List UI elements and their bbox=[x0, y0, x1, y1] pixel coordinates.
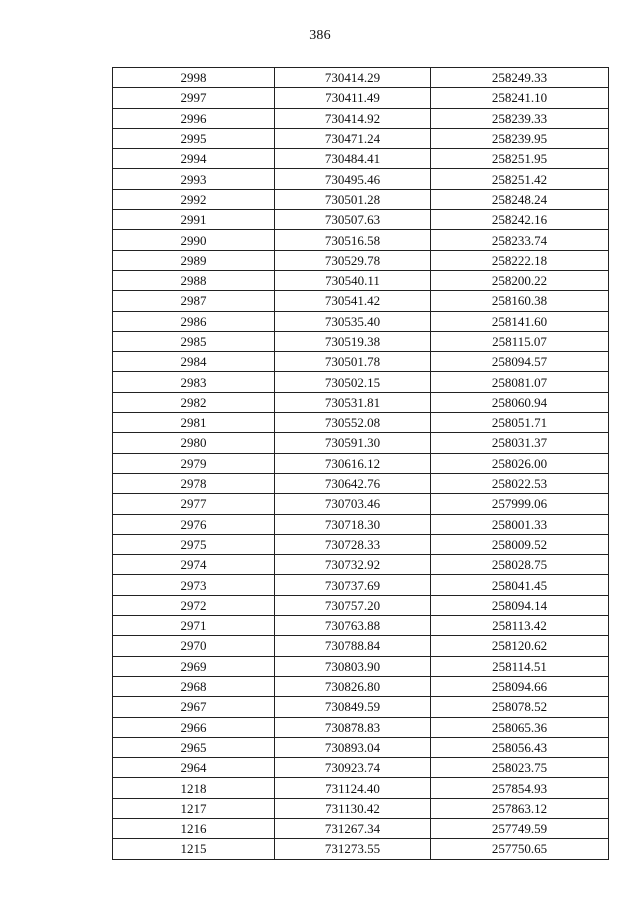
point-number-cell: 2969 bbox=[113, 656, 275, 676]
point-number-cell: 2976 bbox=[113, 514, 275, 534]
point-number-cell: 2988 bbox=[113, 270, 275, 290]
x-coordinate-cell: 730642.76 bbox=[275, 473, 431, 493]
y-coordinate-cell: 258200.22 bbox=[431, 270, 609, 290]
table-row bbox=[113, 798, 609, 818]
x-coordinate-cell: 730763.88 bbox=[275, 616, 431, 636]
table-row bbox=[113, 291, 609, 311]
table-row bbox=[113, 311, 609, 331]
table-row bbox=[113, 331, 609, 351]
point-number-cell: 2983 bbox=[113, 372, 275, 392]
y-coordinate-cell: 257863.12 bbox=[431, 798, 609, 818]
x-coordinate-cell: 730484.41 bbox=[275, 149, 431, 169]
x-coordinate-cell: 730718.30 bbox=[275, 514, 431, 534]
point-number-cell: 2964 bbox=[113, 758, 275, 778]
table-row bbox=[113, 433, 609, 453]
point-number-cell: 2972 bbox=[113, 595, 275, 615]
table-row bbox=[113, 169, 609, 189]
point-number-cell: 2965 bbox=[113, 737, 275, 757]
point-number-cell: 2993 bbox=[113, 169, 275, 189]
table-row bbox=[113, 352, 609, 372]
y-coordinate-cell: 258241.10 bbox=[431, 88, 609, 108]
x-coordinate-cell: 730411.49 bbox=[275, 88, 431, 108]
y-coordinate-cell: 258078.52 bbox=[431, 697, 609, 717]
y-coordinate-cell: 258242.16 bbox=[431, 210, 609, 230]
point-number-cell: 2989 bbox=[113, 250, 275, 270]
table-row bbox=[113, 413, 609, 433]
y-coordinate-cell: 257749.59 bbox=[431, 818, 609, 838]
point-number-cell: 2986 bbox=[113, 311, 275, 331]
table-row bbox=[113, 392, 609, 412]
table-row bbox=[113, 372, 609, 392]
table-row bbox=[113, 250, 609, 270]
point-number-cell: 1215 bbox=[113, 839, 275, 859]
table-row bbox=[113, 555, 609, 575]
table-row bbox=[113, 839, 609, 859]
y-coordinate-cell: 257750.65 bbox=[431, 839, 609, 859]
x-coordinate-cell: 730616.12 bbox=[275, 453, 431, 473]
y-coordinate-cell: 257999.06 bbox=[431, 494, 609, 514]
table-row bbox=[113, 778, 609, 798]
y-coordinate-cell: 258239.33 bbox=[431, 108, 609, 128]
x-coordinate-cell: 730471.24 bbox=[275, 128, 431, 148]
table-row bbox=[113, 514, 609, 534]
point-number-cell: 2968 bbox=[113, 676, 275, 696]
point-number-cell: 2987 bbox=[113, 291, 275, 311]
table-row bbox=[113, 717, 609, 737]
y-coordinate-cell: 258248.24 bbox=[431, 189, 609, 209]
y-coordinate-cell: 258026.00 bbox=[431, 453, 609, 473]
point-number-cell: 2997 bbox=[113, 88, 275, 108]
y-coordinate-cell: 258051.71 bbox=[431, 413, 609, 433]
x-coordinate-cell: 730519.38 bbox=[275, 331, 431, 351]
y-coordinate-cell: 258249.33 bbox=[431, 68, 609, 88]
y-coordinate-cell: 258041.45 bbox=[431, 575, 609, 595]
y-coordinate-cell: 258028.75 bbox=[431, 555, 609, 575]
table-row bbox=[113, 636, 609, 656]
x-coordinate-cell: 731273.55 bbox=[275, 839, 431, 859]
table-row bbox=[113, 697, 609, 717]
y-coordinate-cell: 258094.57 bbox=[431, 352, 609, 372]
y-coordinate-cell: 258001.33 bbox=[431, 514, 609, 534]
x-coordinate-cell: 730501.28 bbox=[275, 189, 431, 209]
table-row bbox=[113, 595, 609, 615]
point-number-cell: 1218 bbox=[113, 778, 275, 798]
y-coordinate-cell: 258031.37 bbox=[431, 433, 609, 453]
x-coordinate-cell: 730502.15 bbox=[275, 372, 431, 392]
table-row bbox=[113, 534, 609, 554]
point-number-cell: 2978 bbox=[113, 473, 275, 493]
x-coordinate-cell: 730923.74 bbox=[275, 758, 431, 778]
x-coordinate-cell: 730507.63 bbox=[275, 210, 431, 230]
point-number-cell: 2967 bbox=[113, 697, 275, 717]
table-row bbox=[113, 453, 609, 473]
point-number-cell: 2995 bbox=[113, 128, 275, 148]
table-row bbox=[113, 758, 609, 778]
point-number-cell: 2975 bbox=[113, 534, 275, 554]
x-coordinate-cell: 730414.92 bbox=[275, 108, 431, 128]
y-coordinate-cell: 258222.18 bbox=[431, 250, 609, 270]
table-row bbox=[113, 270, 609, 290]
y-coordinate-cell: 258251.95 bbox=[431, 149, 609, 169]
table-row bbox=[113, 494, 609, 514]
table-row bbox=[113, 737, 609, 757]
x-coordinate-cell: 730495.46 bbox=[275, 169, 431, 189]
y-coordinate-cell: 258094.66 bbox=[431, 676, 609, 696]
y-coordinate-cell: 258065.36 bbox=[431, 717, 609, 737]
x-coordinate-cell: 731124.40 bbox=[275, 778, 431, 798]
y-coordinate-cell: 258023.75 bbox=[431, 758, 609, 778]
y-coordinate-cell: 258233.74 bbox=[431, 230, 609, 250]
point-number-cell: 2966 bbox=[113, 717, 275, 737]
table-row bbox=[113, 575, 609, 595]
y-coordinate-cell: 258094.14 bbox=[431, 595, 609, 615]
x-coordinate-cell: 730732.92 bbox=[275, 555, 431, 575]
y-coordinate-cell: 258251.42 bbox=[431, 169, 609, 189]
x-coordinate-cell: 730728.33 bbox=[275, 534, 431, 554]
point-number-cell: 2980 bbox=[113, 433, 275, 453]
x-coordinate-cell: 730803.90 bbox=[275, 656, 431, 676]
x-coordinate-cell: 730414.29 bbox=[275, 68, 431, 88]
x-coordinate-cell: 731267.34 bbox=[275, 818, 431, 838]
x-coordinate-cell: 730535.40 bbox=[275, 311, 431, 331]
point-number-cell: 2974 bbox=[113, 555, 275, 575]
table-row bbox=[113, 189, 609, 209]
x-coordinate-cell: 730849.59 bbox=[275, 697, 431, 717]
table-row bbox=[113, 88, 609, 108]
x-coordinate-cell: 730788.84 bbox=[275, 636, 431, 656]
y-coordinate-cell: 258115.07 bbox=[431, 331, 609, 351]
x-coordinate-cell: 730757.20 bbox=[275, 595, 431, 615]
x-coordinate-cell: 730529.78 bbox=[275, 250, 431, 270]
y-coordinate-cell: 258239.95 bbox=[431, 128, 609, 148]
x-coordinate-cell: 730540.11 bbox=[275, 270, 431, 290]
point-number-cell: 2991 bbox=[113, 210, 275, 230]
y-coordinate-cell: 258160.38 bbox=[431, 291, 609, 311]
table-row bbox=[113, 149, 609, 169]
point-number-cell: 2970 bbox=[113, 636, 275, 656]
page-number: 386 bbox=[309, 28, 331, 43]
point-number-cell: 2973 bbox=[113, 575, 275, 595]
point-number-cell: 2977 bbox=[113, 494, 275, 514]
point-number-cell: 2990 bbox=[113, 230, 275, 250]
x-coordinate-cell: 730541.42 bbox=[275, 291, 431, 311]
x-coordinate-cell: 730703.46 bbox=[275, 494, 431, 514]
table-row bbox=[113, 108, 609, 128]
y-coordinate-cell: 258022.53 bbox=[431, 473, 609, 493]
x-coordinate-cell: 730531.81 bbox=[275, 392, 431, 412]
table-row bbox=[113, 210, 609, 230]
point-number-cell: 2998 bbox=[113, 68, 275, 88]
table-row bbox=[113, 616, 609, 636]
table-row bbox=[113, 128, 609, 148]
point-number-cell: 2984 bbox=[113, 352, 275, 372]
coordinates-table-body bbox=[113, 68, 609, 860]
y-coordinate-cell: 258114.51 bbox=[431, 656, 609, 676]
x-coordinate-cell: 730501.78 bbox=[275, 352, 431, 372]
table-row bbox=[113, 676, 609, 696]
x-coordinate-cell: 730591.30 bbox=[275, 433, 431, 453]
point-number-cell: 2994 bbox=[113, 149, 275, 169]
y-coordinate-cell: 258141.60 bbox=[431, 311, 609, 331]
table-row bbox=[113, 656, 609, 676]
x-coordinate-cell: 730878.83 bbox=[275, 717, 431, 737]
y-coordinate-cell: 258081.07 bbox=[431, 372, 609, 392]
x-coordinate-cell: 731130.42 bbox=[275, 798, 431, 818]
x-coordinate-cell: 730826.80 bbox=[275, 676, 431, 696]
table-row bbox=[113, 818, 609, 838]
table-row bbox=[113, 473, 609, 493]
x-coordinate-cell: 730552.08 bbox=[275, 413, 431, 433]
x-coordinate-cell: 730893.04 bbox=[275, 737, 431, 757]
y-coordinate-cell: 257854.93 bbox=[431, 778, 609, 798]
y-coordinate-cell: 258120.62 bbox=[431, 636, 609, 656]
point-number-cell: 2996 bbox=[113, 108, 275, 128]
point-number-cell: 2992 bbox=[113, 189, 275, 209]
y-coordinate-cell: 258060.94 bbox=[431, 392, 609, 412]
table-row bbox=[113, 230, 609, 250]
x-coordinate-cell: 730516.58 bbox=[275, 230, 431, 250]
point-number-cell: 2985 bbox=[113, 331, 275, 351]
point-number-cell: 2971 bbox=[113, 616, 275, 636]
y-coordinate-cell: 258056.43 bbox=[431, 737, 609, 757]
y-coordinate-cell: 258009.52 bbox=[431, 534, 609, 554]
point-number-cell: 2981 bbox=[113, 413, 275, 433]
point-number-cell: 1217 bbox=[113, 798, 275, 818]
coordinates-table bbox=[112, 67, 609, 860]
y-coordinate-cell: 258113.42 bbox=[431, 616, 609, 636]
point-number-cell: 2979 bbox=[113, 453, 275, 473]
x-coordinate-cell: 730737.69 bbox=[275, 575, 431, 595]
point-number-cell: 1216 bbox=[113, 818, 275, 838]
point-number-cell: 2982 bbox=[113, 392, 275, 412]
table-row bbox=[113, 68, 609, 88]
